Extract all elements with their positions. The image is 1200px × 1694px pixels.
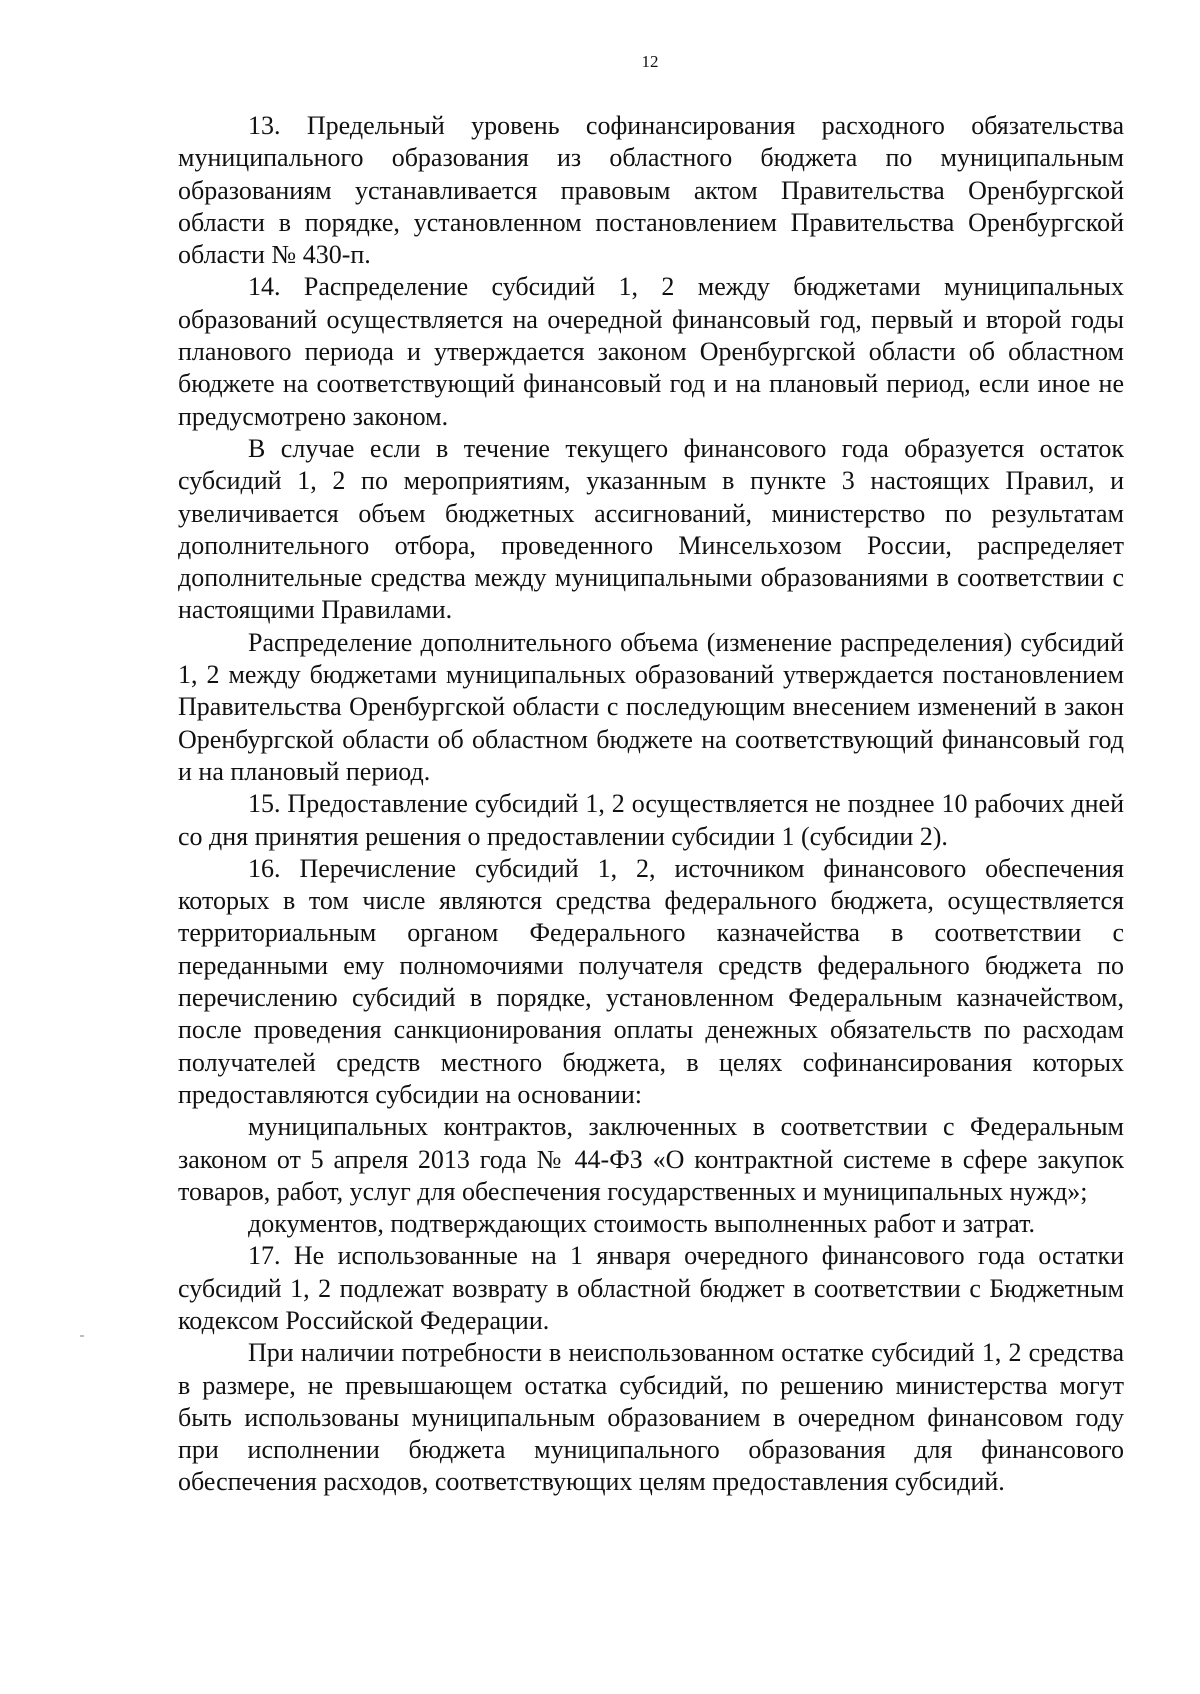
paragraph-17: 17. Не использованные на 1 января очередного финансового года остатки субсидий 1, 2 подлежат возврату в областной бюджет в соответствии с Бюджетным кодексом Российской Федерации. <box>178 1241 1124 1335</box>
page-number: 12 <box>641 52 659 71</box>
paragraph-14-remainder-case: В случае если в течение текущего финансового года образуется остаток субсидий 1, 2 по мероприятиям, указанным в пункте 3 настоящих Правил, и увеличивается объем бюджетных ассигнований, министерство по результатам дополнительного отбора, проведенного Минсельхозом России, распределяет дополнительные средства между муниципальными образованиями в соответствии с настоящими Правилами. <box>178 433 1124 625</box>
paragraph-14-additional-distribution: Распределение дополнительного объема (изменение распределения) субсидий 1, 2 между бюджетами муниципальных образований утверждается постановлением Правительства Оренбургской области с последующим внесением изменений в закон Оренбургской области об областном бюджете на соответствующий финансовый год и на плановый период. <box>178 627 1124 786</box>
scan-artifact <box>80 1335 84 1337</box>
paragraph-15: 15. Предоставление субсидий 1, 2 осуществляется не позднее 10 рабочих дней со дня принятия решения о предоставлении субсидии 1 (субсидии 2). <box>178 789 1124 851</box>
document-body <box>178 110 1124 1499</box>
paragraph-16: 16. Перечисление субсидий 1, 2, источником финансового обеспечения которых в том числе являются средства федерального бюджета, осуществляется территориальным органом Федерального казначейства в соответствии с переданными ему полномочиями получателя средств федерального бюджета по перечислению субсидий в порядке, установленном Федеральным казначейством, после проведения санкционирования оплаты денежных обязательств по расходам получателей средств местного бюджета, в целях софинансирования которых предоставляются субсидии на основании: <box>178 853 1124 1109</box>
paragraph-14: 14. Распределение субсидий 1, 2 между бюджетами муниципальных образований осуществляется на очередной финансовый год, первый и второй годы планового периода и утверждается законом Оренбургской области об областном бюджете на соответствующий финансовый год и на плановый период, если иное не предусмотрено законом. <box>178 272 1124 431</box>
paragraph-13: 13. Предельный уровень софинансирования расходного обязательства муниципального образования из областного бюджета по муниципальным образованиям устанавливается правовым актом Правительства Оренбургской области в порядке, установленном постановлением Правительства Оренбургской области № 430-п. <box>178 111 1124 270</box>
paragraph-16-contracts: муниципальных контрактов, заключенных в соответствии с Федеральным законом от 5 апреля 2013 года № 44-ФЗ «О контрактной системе в сфере закупок товаров, работ, услуг для обеспечения государственных и муниципальных нужд»; <box>178 1112 1124 1206</box>
paragraph-17-unused-balance: При наличии потребности в неиспользованном остатке субсидий 1, 2 средства в размере, не превышающем остатка субсидий, по решению министерства могут быть использованы муниципальным образованием в очередном финансовом году при исполнении бюджета муниципального образования для финансового обеспечения расходов, соответствующих целям предоставления субсидий. <box>178 1338 1124 1497</box>
paragraph-16-documents: документов, подтверждающих стоимость выполненных работ и затрат. <box>248 1209 1036 1239</box>
